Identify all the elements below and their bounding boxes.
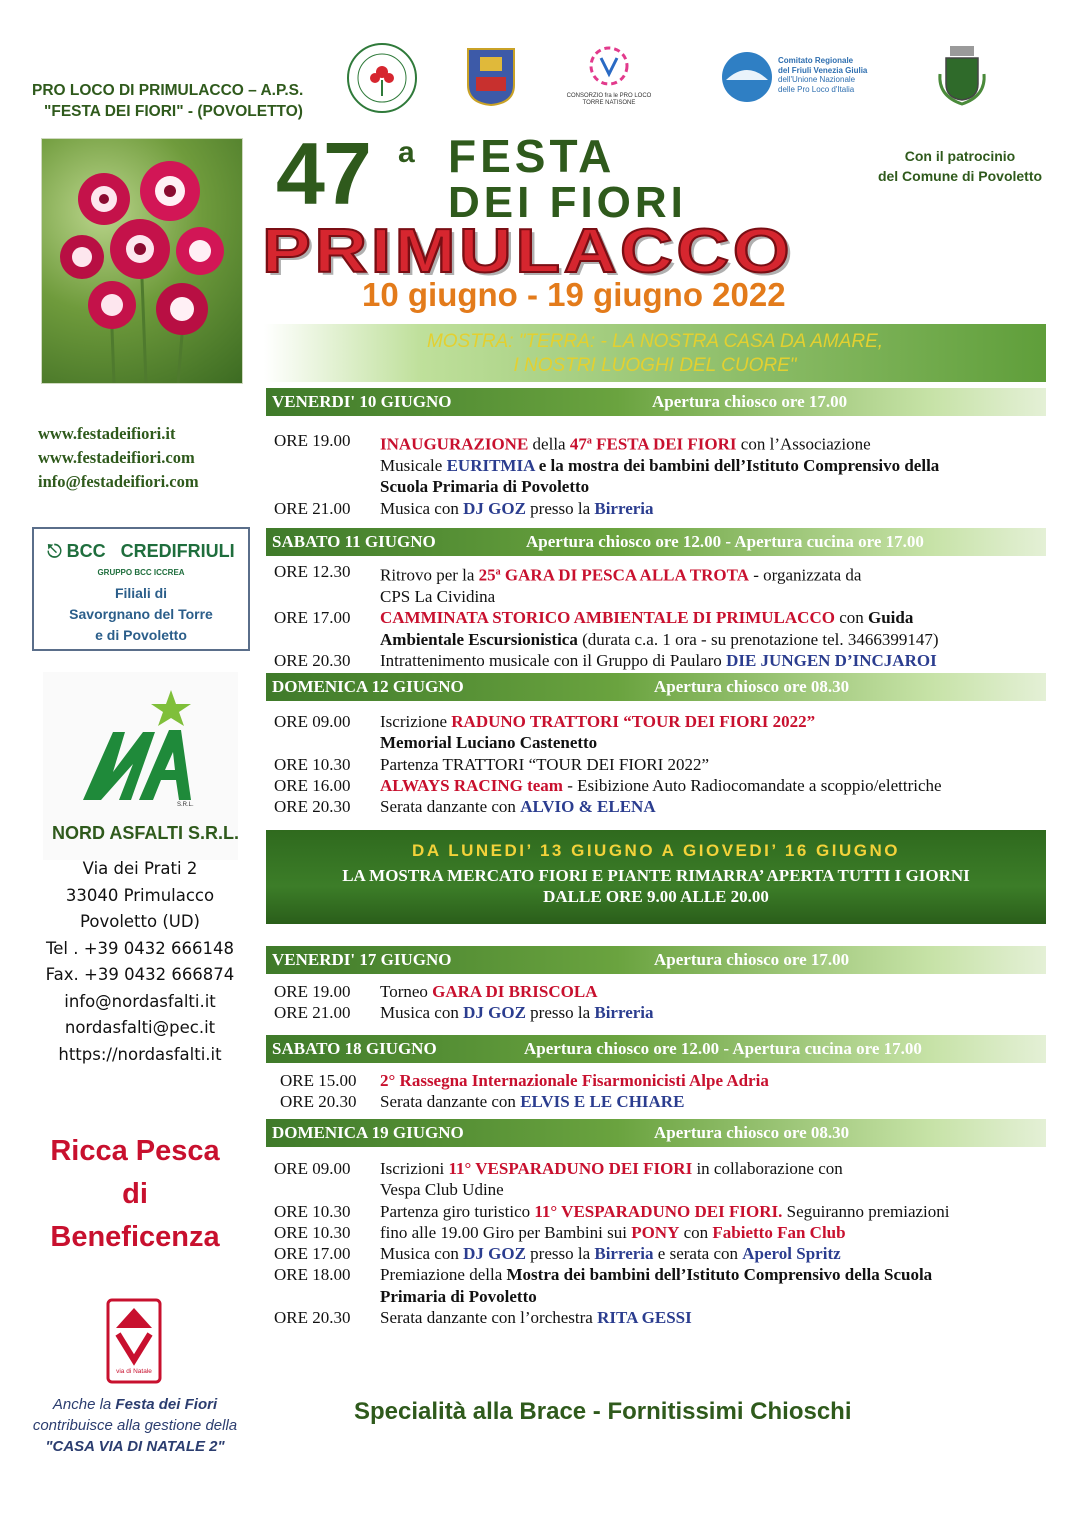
event-row: Scuola Primaria di Povoletto [380, 477, 590, 497]
charity-raffle: Ricca Pesca di Beneficenza [50, 1135, 220, 1253]
website-link-it[interactable]: www.festadeifiori.it [38, 424, 176, 443]
comune-crest-logo [936, 44, 988, 106]
events-19-giugno [274, 1158, 949, 1328]
nord-asfalti-logo: S.R.L. [43, 672, 238, 860]
coat-of-arms-logo [466, 47, 516, 107]
event-row: Memorial Luciano Castenetto [380, 733, 598, 753]
bcc-logo: ⎋ BCC CREDIFRIULI [47, 541, 235, 561]
events-18-giugno [280, 1070, 769, 1113]
nord-website-link[interactable]: https://nordasfalti.it [58, 1044, 222, 1064]
event-row: Primaria di Povoletto [380, 1286, 537, 1306]
event-row: ORE 09.00 Iscrizione RADUNO TRATTORI “TOUR DEI FIORI 2022” [274, 712, 816, 731]
nord-asfalti-contacts: Via dei Prati 2 33040 Primulacco Povoletto (UD) Tel . +39 0432 666148 Fax. +39 0432 666874 info@nordasfalti.it nordasfalti@pec.it https://nordasfalti.it [40, 856, 240, 1068]
casa-via-di-natale-note: Anche la Festa dei Fiori contribuisce alla gestione della "CASA VIA DI NATALE 2" [32, 1396, 238, 1455]
event-row: ORE 21.00 Musica con DJ GOZ presso la Birreria [274, 498, 654, 518]
consorzio-logo: CONSORZIO fra le PRO LOCO TORRE NATISONE [565, 44, 653, 114]
title-dei-fiori: DEI FIORI [448, 178, 687, 227]
patronage-note: Con il patrocinio del Comune di Povoletto [877, 148, 1043, 184]
title-festa: FESTA [448, 130, 616, 182]
day-header-18-giugno: SABATO 18 GIUGNO Apertura chiosco ore 12.00 - Apertura cucina ore 17.00 [266, 1035, 1046, 1063]
event-row: ORE 20.30 Serata danzante con ALVIO & ELENA [274, 797, 656, 817]
comitato-logo: Comitato Regionale del Friuli Venezia Giulia dell'Unione Nazionale delle Pro Loco d'Italia [720, 50, 880, 104]
day-header-11-giugno: SABATO 11 GIUGNO Apertura chiosco ore 12.00 - Apertura cucina ore 17.00 [266, 528, 1046, 556]
flower-market-banner: DA LUNEDI’ 13 GIUGNO A GIOVEDI’ 16 GIUGNO LA MOSTRA MERCATO FIORI E PIANTE RIMARRA’ APERTA TUTTI I GIORNI DALLE ORE 9.00 ALLE 20.00 [266, 830, 1046, 924]
event-row: ORE 10.30 Partenza TRATTORI “TOUR DEI FIORI 2022” [274, 754, 710, 774]
event-row: ORE 10.30 fino alle 19.00 Giro per Bambini sui PONY con Fabietto Fan Club [274, 1222, 846, 1242]
bcc-sponsor-box: ⎋ BCC CREDIFRIULI GRUPPO BCC ICCREA Filiali di Savorgnano del Torre e di Povoletto [32, 527, 250, 651]
day-header-12-giugno: DOMENICA 12 GIUGNO Apertura chiosco ore 08.30 [266, 673, 1046, 701]
event-row: ORE 19.00 INAUGURAZIONE della 47$^a$ FESTA DEI FIORI con l’Associazione [274, 431, 871, 454]
title-primulacco: PRIMULACCO [262, 217, 794, 286]
events-10-giugno [274, 430, 939, 519]
org-name: PRO LOCO DI PRIMULACCO – A.P.S. "FESTA DEI FIORI" - (POVOLETTO) [32, 82, 304, 120]
email-link[interactable]: info@festadeifiori.com [38, 472, 199, 491]
events-12-giugno [274, 711, 942, 817]
website-links [38, 422, 199, 494]
event-row: ORE 18.00 Premiazione della Mostra dei bambini dell’Istituto Comprensivo della Scuola [274, 1265, 933, 1285]
event-row: ORE 20.30 Serata danzante con l’orchestra RITA GESSI [274, 1308, 692, 1328]
event-row: Musicale EURITMIA e la mostra dei bambini dell’Istituto Comprensivo della [380, 455, 940, 475]
event-dates: 10 giugno - 19 giugno 2022 [362, 276, 786, 313]
event-row: ORE 21.00 Musica con DJ GOZ presso la Birreria [274, 1003, 654, 1023]
event-row: ORE 20.30 Serata danzante con ELVIS E LE CHIARE [280, 1092, 685, 1112]
event-row: ORE 09.00 Iscrizioni 11° VESPARADUNO DEI FIORI in collaborazione con [274, 1159, 843, 1178]
events-17-giugno [274, 981, 654, 1024]
proloco-logo [346, 42, 418, 114]
event-row: CPS La Cividina [380, 586, 496, 606]
footer-tagline: Specialità alla Brace - Fornitissimi Chioschi [354, 1398, 852, 1425]
day-header-10-giugno: VENERDI' 10 GIUGNO Apertura chiosco ore 17.00 [266, 388, 1046, 416]
website-link-com[interactable]: www.festadeifiori.com [38, 448, 195, 467]
event-row: ORE 16.00 ALWAYS RACING team - Esibizione Auto Radiocomandate a scoppio/elettriche [274, 775, 942, 795]
nord-email-link[interactable]: info@nordasfalti.it [64, 991, 216, 1011]
events-11-giugno [274, 561, 939, 671]
event-row: ORE 10.30 Partenza giro turistico 11° VESPARADUNO DEI FIORI. Seguiranno premiazioni [274, 1201, 950, 1221]
carnation-photo [41, 138, 243, 384]
event-row: Ambientale Escursionistica (durata c.a. 1 ora - su prenotazione tel. 3466399147) [380, 629, 939, 649]
edition-number: 47 [276, 124, 370, 223]
event-row: ORE 20.30 Intrattenimento musicale con il Gruppo di Paularo DIE JUNGEN D’INCJAROI [274, 650, 937, 670]
via-di-natale-logo: via di Natale [106, 1298, 162, 1384]
event-row: Vespa Club Udine [380, 1180, 504, 1200]
event-row: ORE 15.00 2° Rassegna Internazionale Fisarmonicisti Alpe Adria [280, 1071, 769, 1090]
event-row: ORE 17.00 Musica con DJ GOZ presso la Birreria e serata con Aperol Spritz [274, 1244, 841, 1264]
edition-superscript: a [398, 136, 415, 169]
day-header-17-giugno: VENERDI' 17 GIUGNO Apertura chiosco ore 17.00 [266, 946, 1046, 974]
exhibition-banner: MOSTRA: "TERRA: - LA NOSTRA CASA DA AMARE, I NOSTRI LUOGHI DEL CUORE" [264, 324, 1046, 382]
event-row: ORE 12.30 Ritrovo per la 25$^a$ GARA DI PESCA ALLA TROTA - organizzata da [274, 562, 862, 585]
day-header-19-giugno: DOMENICA 19 GIUGNO Apertura chiosco ore 08.30 [266, 1119, 1046, 1147]
nord-pec-link[interactable]: nordasfalti@pec.it [64, 1018, 216, 1037]
event-row: ORE 17.00 CAMMINATA STORICO AMBIENTALE DI PRIMULACCO con Guida [274, 608, 914, 628]
event-row: ORE 19.00 Torneo GARA DI BRISCOLA [274, 982, 598, 1001]
nord-asfalti-name: NORD ASFALTI S.R.L. [52, 823, 239, 843]
